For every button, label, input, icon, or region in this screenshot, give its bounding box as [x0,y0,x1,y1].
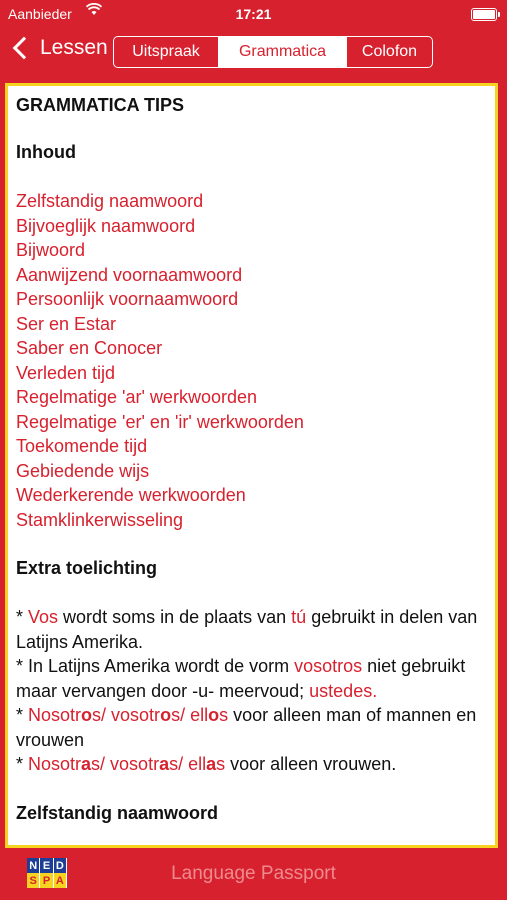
tab-colofon[interactable]: Colofon [361,43,418,60]
logo-letter: A [54,873,67,888]
note-highlight: s/ vosotr [92,705,161,725]
note-bold-letter: o [160,705,172,725]
toc-link-bijwoord[interactable]: Bijwoord [16,240,86,260]
toc-link-stamklinkerwisseling[interactable]: Stamklinkerwisseling [16,509,184,530]
note-text: * [16,705,29,725]
notes-block [16,605,487,777]
note-bold-letter: o [81,705,93,725]
logo-letter: D [54,858,67,873]
note-text: * [16,754,29,774]
tab-grammatica[interactable]: Grammatica [219,37,347,67]
extra-heading: Extra toelichting [16,558,158,578]
note-bold-letter: a [81,754,92,774]
toc-link-gebiedende-wijs[interactable]: Gebiedende wijs [16,460,150,481]
note-highlight: s [216,754,226,774]
logo-letter: N [27,858,40,873]
note-text: gebruikt in delen van Latijns Amerika. [16,607,478,652]
note-text: voor alleen man of mannen en vrouwen [16,705,477,750]
status-bar [0,0,507,28]
toc-list [16,189,487,532]
note-highlight: ustedes. [309,680,378,701]
note-highlight: Nosotr [28,705,82,725]
note-bold-letter: a [159,754,170,774]
page-title: GRAMMATICA TIPS [16,95,184,115]
toc-link-regelmatige-ar[interactable]: Regelmatige 'ar' werkwoorden [16,387,257,407]
app-title: Language Passport [171,863,336,884]
back-button-label: Lessen [40,36,108,59]
note-text: * [16,607,29,627]
note-text: voor alleen vrouwen. [225,754,397,774]
logo-letter: P [40,873,53,888]
toc-link-verleden-tijd[interactable]: Verleden tijd [16,362,116,383]
battery-icon [471,8,497,21]
note-highlight: s/ ell [171,705,209,725]
note-vos [16,605,487,654]
toc-link-bijvoeglijk-naamwoord[interactable]: Bijvoeglijk naamwoord [16,215,196,236]
note-bold-letter: o [208,705,220,725]
toc-link-aanwijzend-voornaamwoord[interactable]: Aanwijzend voornaamwoord [16,264,243,285]
logo-letter: E [40,858,53,873]
note-text: niet gebruikt maar vervangen door -u- meervoud; [16,656,466,701]
toc-link-toekomende-tijd[interactable]: Toekomende tijd [16,436,148,456]
back-button[interactable] [12,36,108,60]
clock: 17:21 [235,6,272,22]
carrier-label: Aanbieder [8,6,72,22]
toc-link-saber-en-conocer[interactable]: Saber en Conocer [16,338,163,358]
note-text: * In Latijns Amerika wordt de vorm [16,656,295,676]
note-highlight: s [219,705,229,725]
grammar-content[interactable] [5,83,498,848]
note-highlight: s/ vosotr [91,754,160,774]
chevron-left-icon [13,37,36,60]
toc-link-regelmatige-er-ir[interactable]: Regelmatige 'er' en 'ir' werkwoorden [16,411,304,432]
nav-bar [0,28,507,78]
note-vosotros [16,654,487,703]
tab-uitspraak[interactable]: Uitspraak [114,37,219,67]
note-bold-letter: a [206,754,217,774]
note-masculine [16,703,487,752]
note-highlight: Vos [28,607,59,627]
note-feminine [16,752,487,777]
section-heading: Zelfstandig naamwoord [16,802,219,823]
note-highlight: s/ ell [169,754,207,774]
note-text: wordt soms in de plaats van [58,607,292,627]
toc-link-wederkerende-werkwoorden[interactable]: Wederkerende werkwoorden [16,485,246,505]
toc-link-ser-en-estar[interactable]: Ser en Estar [16,313,117,334]
note-highlight: vosotros [294,656,363,676]
logo-letter: S [27,873,40,888]
toc-heading: Inhoud [16,142,76,162]
note-highlight: tú [291,607,307,627]
toc-link-persoonlijk-voornaamwoord[interactable]: Persoonlijk voornaamwoord [16,289,239,309]
note-highlight: Nosotr [28,754,82,774]
toc-link-zelfstandig-naamwoord[interactable]: Zelfstandig naamwoord [16,191,204,211]
bottom-bar [0,848,507,900]
segmented-control [113,36,433,68]
